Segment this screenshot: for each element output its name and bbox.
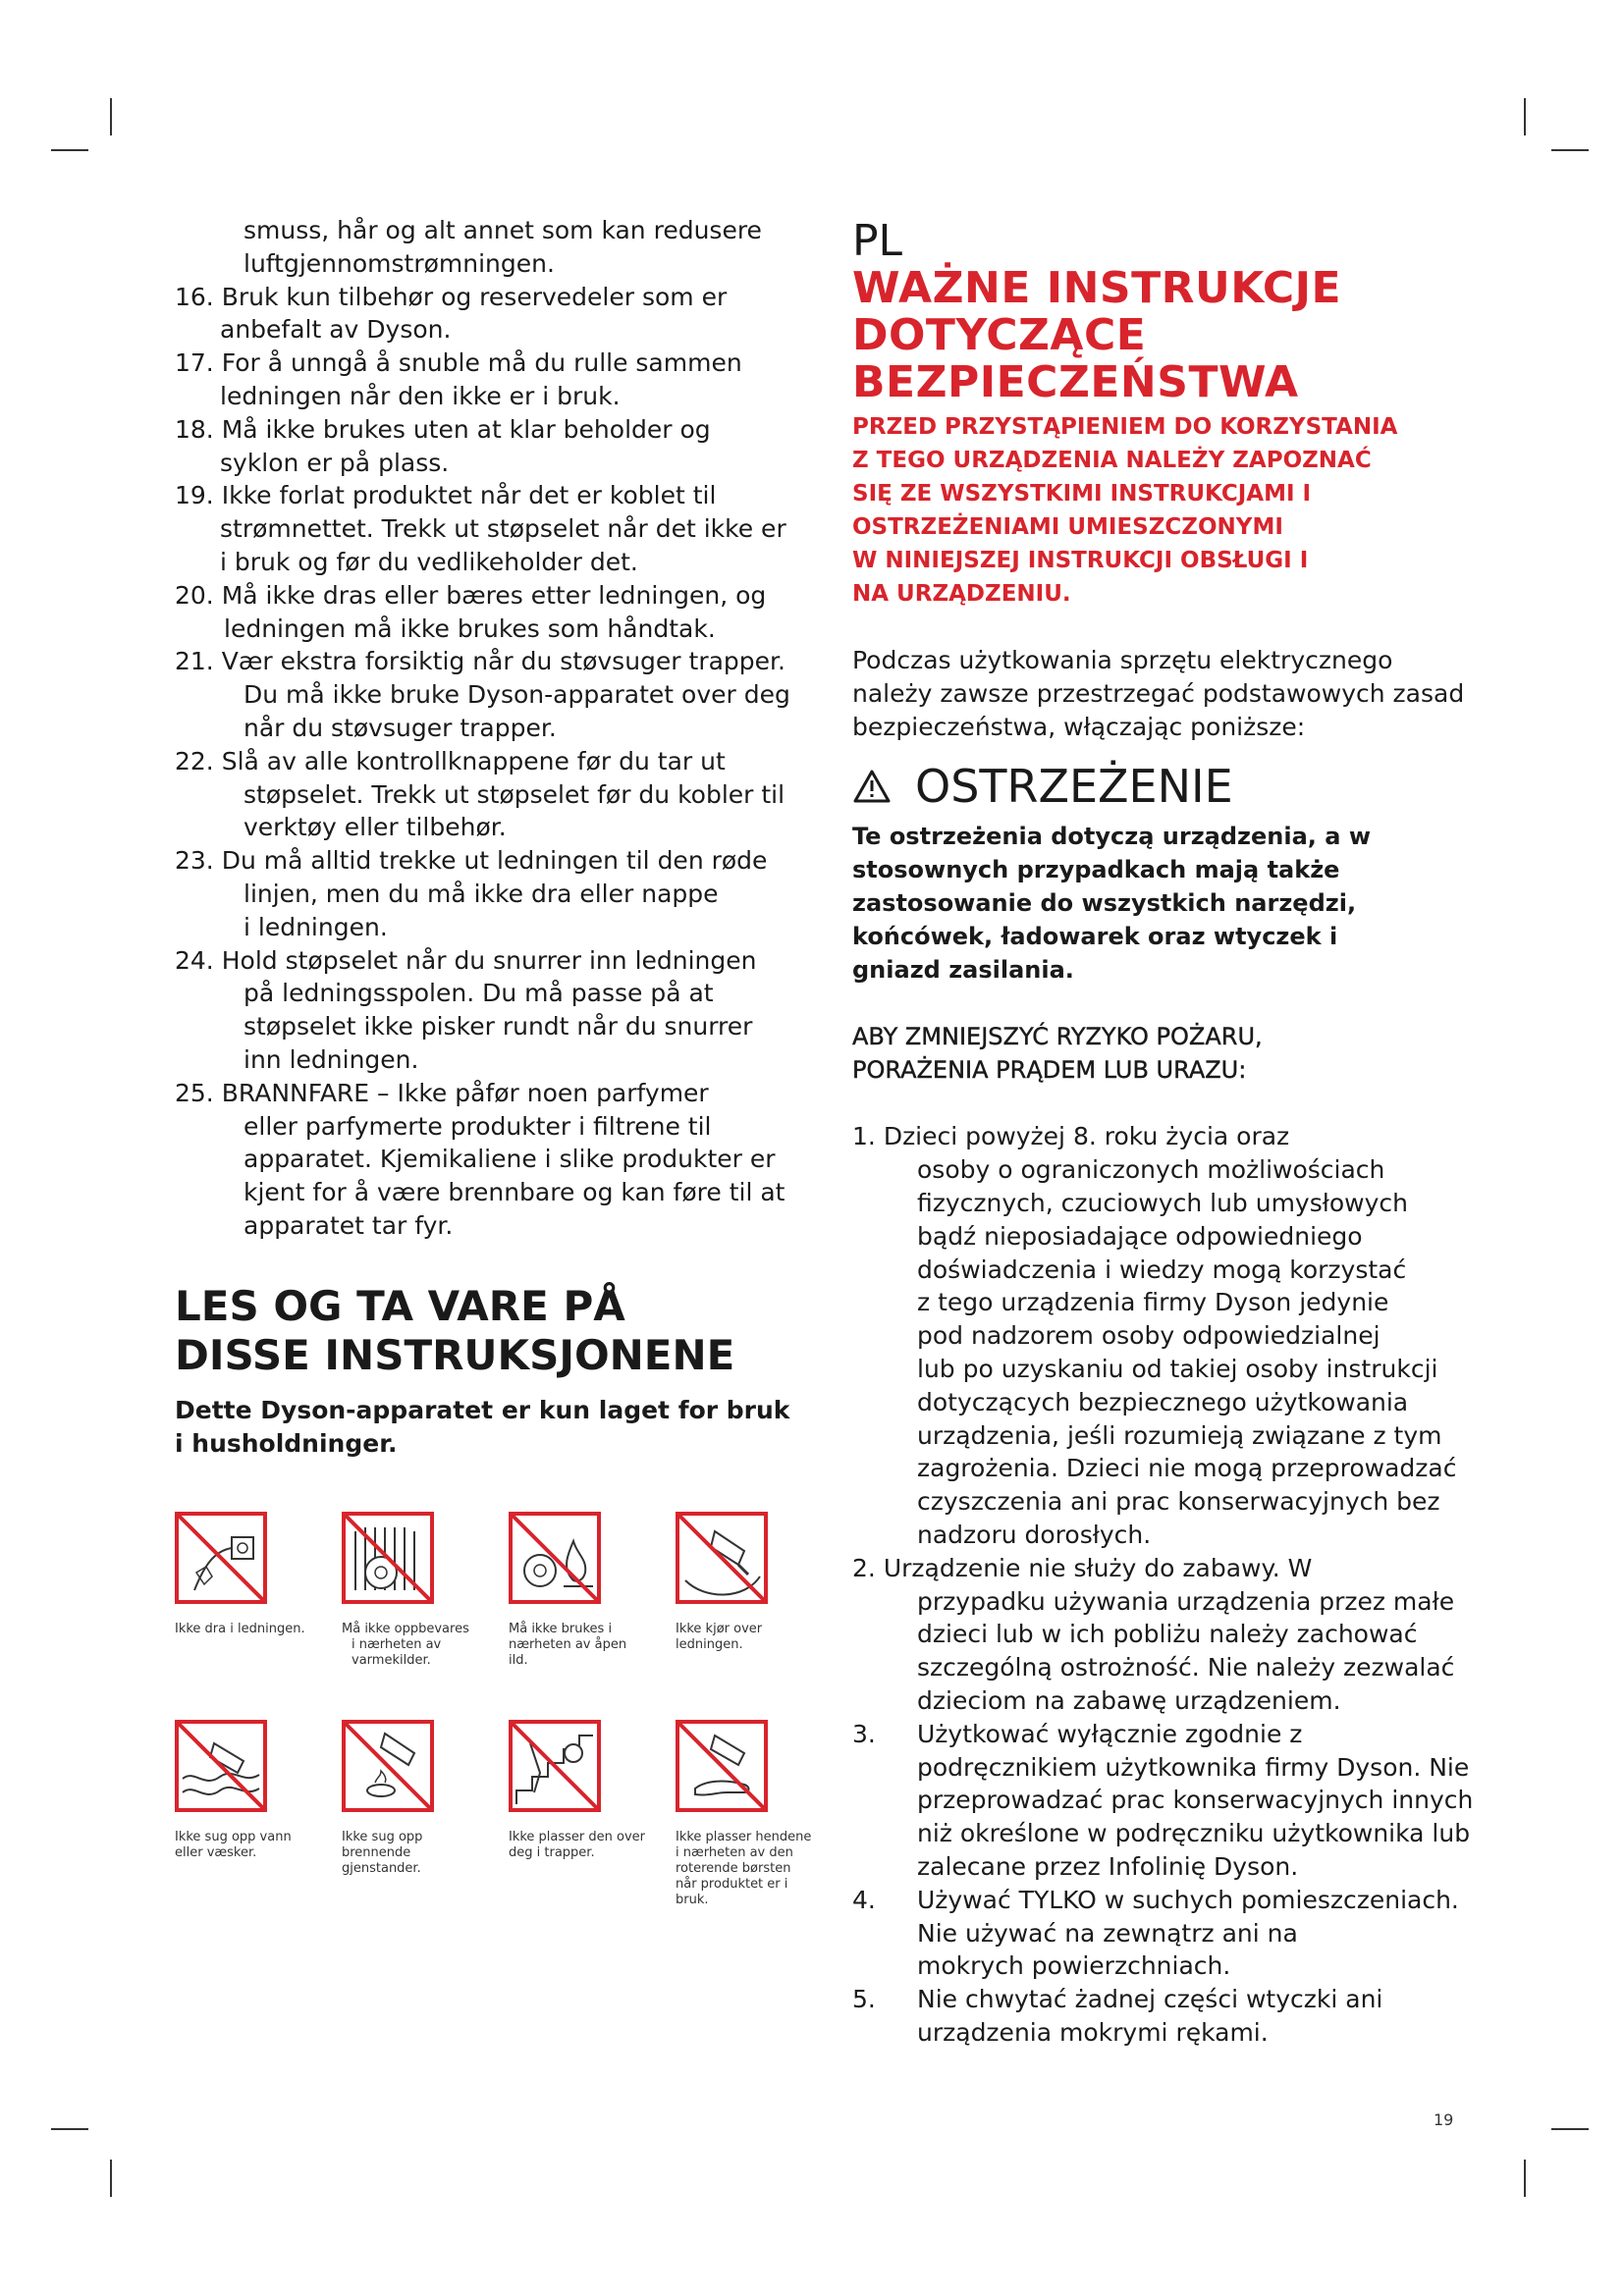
crop-mark xyxy=(1551,149,1589,151)
icon-caption: Ikke sug opp vann eller væsker. xyxy=(175,1830,292,1860)
list-item: 3. Użytkować wyłącznie zgodnie z podręcznikiem użytkownika firmy Dyson. Nie przeprowadzać prac konserwacyjnych innych niż określone w podręczniku użytkownika lub zalecane przez Infolinię Dyson. xyxy=(852,1719,1474,1881)
icon-cell xyxy=(175,1512,332,1637)
list-item: 24. Hold støpselet når du snurrer inn ledningen på ledningsspolen. Du må passe på at støpselet ikke pisker rundt når du snurrer inn ledningen. xyxy=(175,945,757,1074)
norwegian-column xyxy=(175,214,803,1461)
list-item: 1. Dzieci powyżej 8. roku życia oraz osoby o ograniczonych możliwościach fizycznych, czuciowych lub umysłowych bądź nieposiadające odpowiedniego doświadczenia i wiedzy mogą korzystać z tego urządzenia firmy Dyson jedynie pod nadzorem osoby odpowiedzialnej lub po uzyskaniu od takiej osoby instrukcji dotyczących bezpiecznego użytkowania urządzenia, jeśli rozumieją związane z tym zagrożenia. Dzieci nie mogą przeprowadzać czyszczenia ani prac konserwacyjnych bez nadzoru dorosłych. xyxy=(852,1122,1457,1549)
crop-mark xyxy=(1524,2160,1526,2197)
list-item: 5. Nie chwytać żadnej części wtyczki ani urządzenia mokrymi rękami. xyxy=(852,1985,1383,2047)
risk-heading: ABY ZMNIEJSZYĆ RYZYKO POŻARU, PORAŻENIA PRĄDEM LUB URAZU: xyxy=(852,1023,1263,1085)
list-item: 22. Slå av alle kontrollknappene før du tar ut støpselet. Trekk ut støpselet før du kobler til verktøy eller tilbehør. xyxy=(175,746,785,842)
icon-caption: Ikke sug opp brennende gjenstander. xyxy=(342,1830,423,1876)
warning-text: Te ostrzeżenia dotyczą urządzenia, a w stosownych przypadkach mają także zastosowanie do wszystkich narzędzi, końcówek, ładowarek oraz wtyczek i gniazd zasilania. xyxy=(852,823,1371,985)
no-run-over-cord-icon xyxy=(676,1512,768,1604)
icon-cell xyxy=(509,1720,666,1861)
no-pull-cord-icon xyxy=(175,1512,267,1604)
icon-cell xyxy=(509,1512,666,1669)
continued-text: smuss, hår og alt annet som kan redusere luftgjennomstrømningen. xyxy=(244,216,762,278)
warning-heading: OSTRZEŻENIE xyxy=(852,759,1481,814)
list-item: 4. Używać TYLKO w suchych pomieszczeniach. Nie używać na zewnątrz ani na mokrych powierzchniach. xyxy=(852,1885,1459,1981)
icon-cell xyxy=(676,1720,833,1908)
list-item: 25. BRANNFARE – Ikke påfør noen parfymer eller parfymerte produkter i filtrene til apparatet. Kjemikaliene i slike produkter er kjent for å være brennbare og kan føre til at apparatet tar fyr. xyxy=(175,1078,785,1240)
crop-mark xyxy=(51,149,88,151)
crop-mark xyxy=(1551,2128,1589,2130)
crop-mark xyxy=(110,2160,112,2197)
no-stairs-above-icon xyxy=(509,1720,601,1812)
pl-safety-list xyxy=(852,1120,1481,2049)
no-liquids-icon xyxy=(175,1720,267,1812)
intro-text: Podczas użytkowania sprzętu elektrycznego należy zawsze przestrzegać podstawowych zasad bezpieczeństwa, włączając poniższe: xyxy=(852,646,1465,741)
icon-cell xyxy=(175,1720,332,1861)
crop-mark xyxy=(51,2128,88,2130)
list-item: 2. Urządzenie nie służy do zabawy. W przypadku używania urządzenia przez małe dzieci lub w ich pobliżu należy zachować szczególną ostrożność. Nie należy zezwalać dzieciom na zabawę urządzeniem. xyxy=(852,1553,1455,1715)
no-burning-objects-icon xyxy=(342,1720,434,1812)
list-item: 16. Bruk kun tilbehør og reservedeler som er anbefalt av Dyson. xyxy=(175,282,728,345)
crop-mark xyxy=(1524,98,1526,135)
language-code: PL xyxy=(852,216,903,266)
icon-cell xyxy=(342,1720,499,1877)
pl-subtitle: PRZED PRZYSTĄPIENIEM DO KORZYSTANIA Z TEGO URZĄDZENIA NALEŻY ZAPOZNAĆ SIĘ ZE WSZYSTKIMI INSTRUKCJAMI I OSTRZEŻENIAMI UMIESZCZONYMI W NINIEJSZEJ INSTRUKCJI OBSŁUGI I NA URZĄDZENIU. xyxy=(852,414,1398,607)
pl-title: WAŻNE INSTRUKCJE DOTYCZĄCE BEZPIECZEŃSTWA xyxy=(852,263,1342,407)
icon-caption: Ikke plasser den over deg i trapper. xyxy=(509,1830,646,1860)
icon-caption: Ikke plasser hendene i nærheten av den roterende børsten når produktet er i bruk. xyxy=(676,1830,812,1907)
list-item: 18. Må ikke brukes uten at klar beholder og syklon er på plass. xyxy=(175,414,711,477)
warning-triangle-icon xyxy=(852,769,892,804)
icon-cell xyxy=(342,1512,499,1669)
list-item: 21. Vær ekstra forsiktig når du støvsuger trapper. Du må ikke bruke Dyson-apparatet over deg når du støvsuger trapper. xyxy=(175,647,790,742)
list-item: 19. Ikke forlat produktet når det er koblet til strømnettet. Trekk ut støpselet når det ikke er i bruk og før du vedlikeholder det. xyxy=(175,481,786,576)
section-title: LES OG TA VARE PÅ DISSE INSTRUKSJONENE xyxy=(175,1281,735,1379)
safety-list xyxy=(175,281,803,1243)
list-item: 20. Må ikke dras eller bæres etter ledningen, og ledningen må ikke brukes som håndtak. xyxy=(175,580,767,643)
page-number: 19 xyxy=(1434,2110,1454,2129)
list-item: 23. Du må alltid trekke ut ledningen til den røde linjen, men du må ikke dra eller nappe i ledningen. xyxy=(175,846,768,941)
no-open-flame-icon xyxy=(509,1512,601,1604)
no-heat-source-icon xyxy=(342,1512,434,1604)
section-subtitle: Dette Dyson-apparatet er kun laget for bruk i husholdninger. xyxy=(175,1395,790,1458)
icon-caption: Ikke dra i ledningen. xyxy=(175,1622,305,1636)
icon-cell xyxy=(676,1512,833,1653)
icon-caption: Må ikke brukes i nærheten av åpen ild. xyxy=(509,1622,627,1668)
crop-mark xyxy=(110,98,112,135)
polish-column xyxy=(852,214,1481,2050)
icon-caption: Ikke kjør over ledningen. xyxy=(676,1622,763,1652)
list-item: 17. For å unngå å snuble må du rulle sammen ledningen når den ikke er i bruk. xyxy=(175,348,742,410)
no-hands-brush-icon xyxy=(676,1720,768,1812)
icon-caption: Må ikke oppbevares i nærheten av varmekilder. xyxy=(342,1622,469,1668)
